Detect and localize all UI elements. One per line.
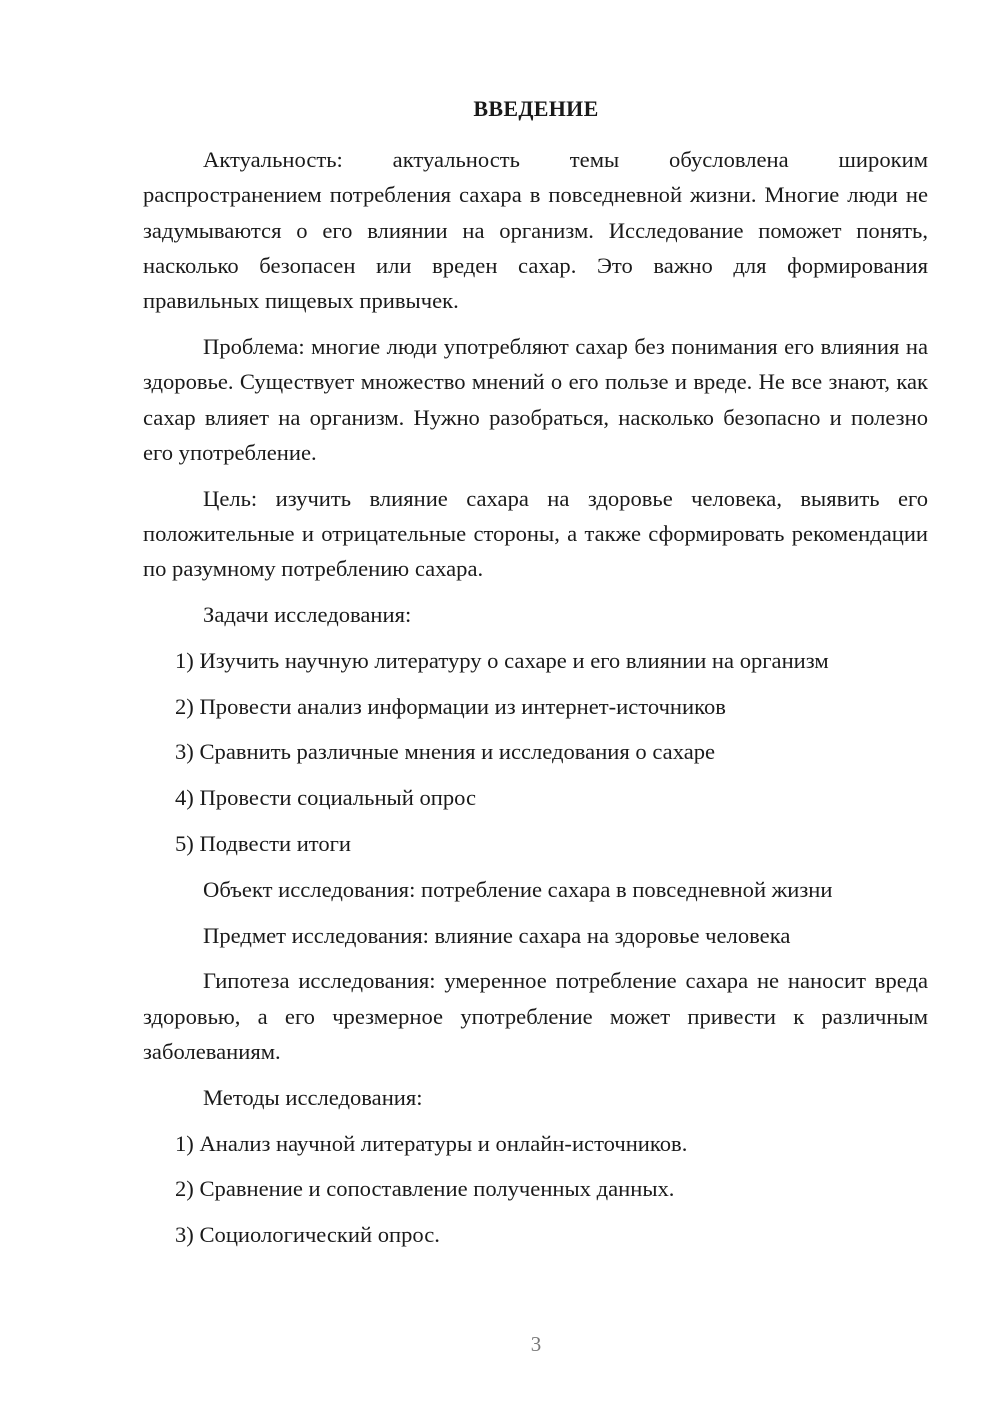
research-object: Объект исследования: потребление сахара в повседневной жизни (203, 876, 833, 902)
tasks-title: Задачи исследования: (203, 602, 412, 628)
page-number: 3 (530, 1332, 542, 1356)
task-item: 1) Изучить научную литературу о сахаре и его влиянии на организм (175, 647, 829, 673)
task-item: 2) Провести анализ информации из интернет-источников (175, 693, 726, 719)
hypothesis-paragraph: Гипотеза исследования: умеренное потребление сахара не наносит вреда здоровью, а его чрезмерное употребление может привести к различным заболеваниям. (143, 968, 928, 1065)
method-item: 1) Анализ научной литературы и онлайн-источников. (175, 1130, 688, 1156)
goal-paragraph: Цель: изучить влияние сахара на здоровье человека, выявить его положительные и отрицательные стороны, а также сформировать рекомендации по разумному потреблению сахара. (143, 485, 928, 582)
page-heading: ВВЕДЕНИЕ (473, 96, 599, 121)
task-item: 3) Сравнить различные мнения и исследования о сахаре (175, 739, 716, 765)
methods-title: Методы исследования: (203, 1084, 423, 1110)
method-item: 3) Социологический опрос. (175, 1222, 440, 1248)
task-item: 5) Подвести итоги (175, 831, 352, 857)
task-item: 4) Провести социальный опрос (175, 785, 477, 811)
page-content (143, 142, 928, 1263)
relevance-paragraph: Актуальность: актуальность темы обусловлена широким распространением потребления сахара в повседневной жизни. Многие люди не задумываются о его влиянии на организм. Исследование поможет понять, насколько безопасен или вреден сахар. Это важно для формирования правильных пищевых привычек. (143, 147, 928, 314)
research-subject: Предмет исследования: влияние сахара на здоровье человека (203, 922, 791, 948)
method-item: 2) Сравнение и сопоставление полученных данных. (175, 1176, 675, 1202)
problem-paragraph: Проблема: многие люди употребляют сахар без понимания его влияния на здоровье. Существует множество мнений о его пользе и вреде. Не все знают, как сахар влияет на организм. Нужно разобраться, насколько безопасно и полезно его употребление. (143, 333, 928, 465)
